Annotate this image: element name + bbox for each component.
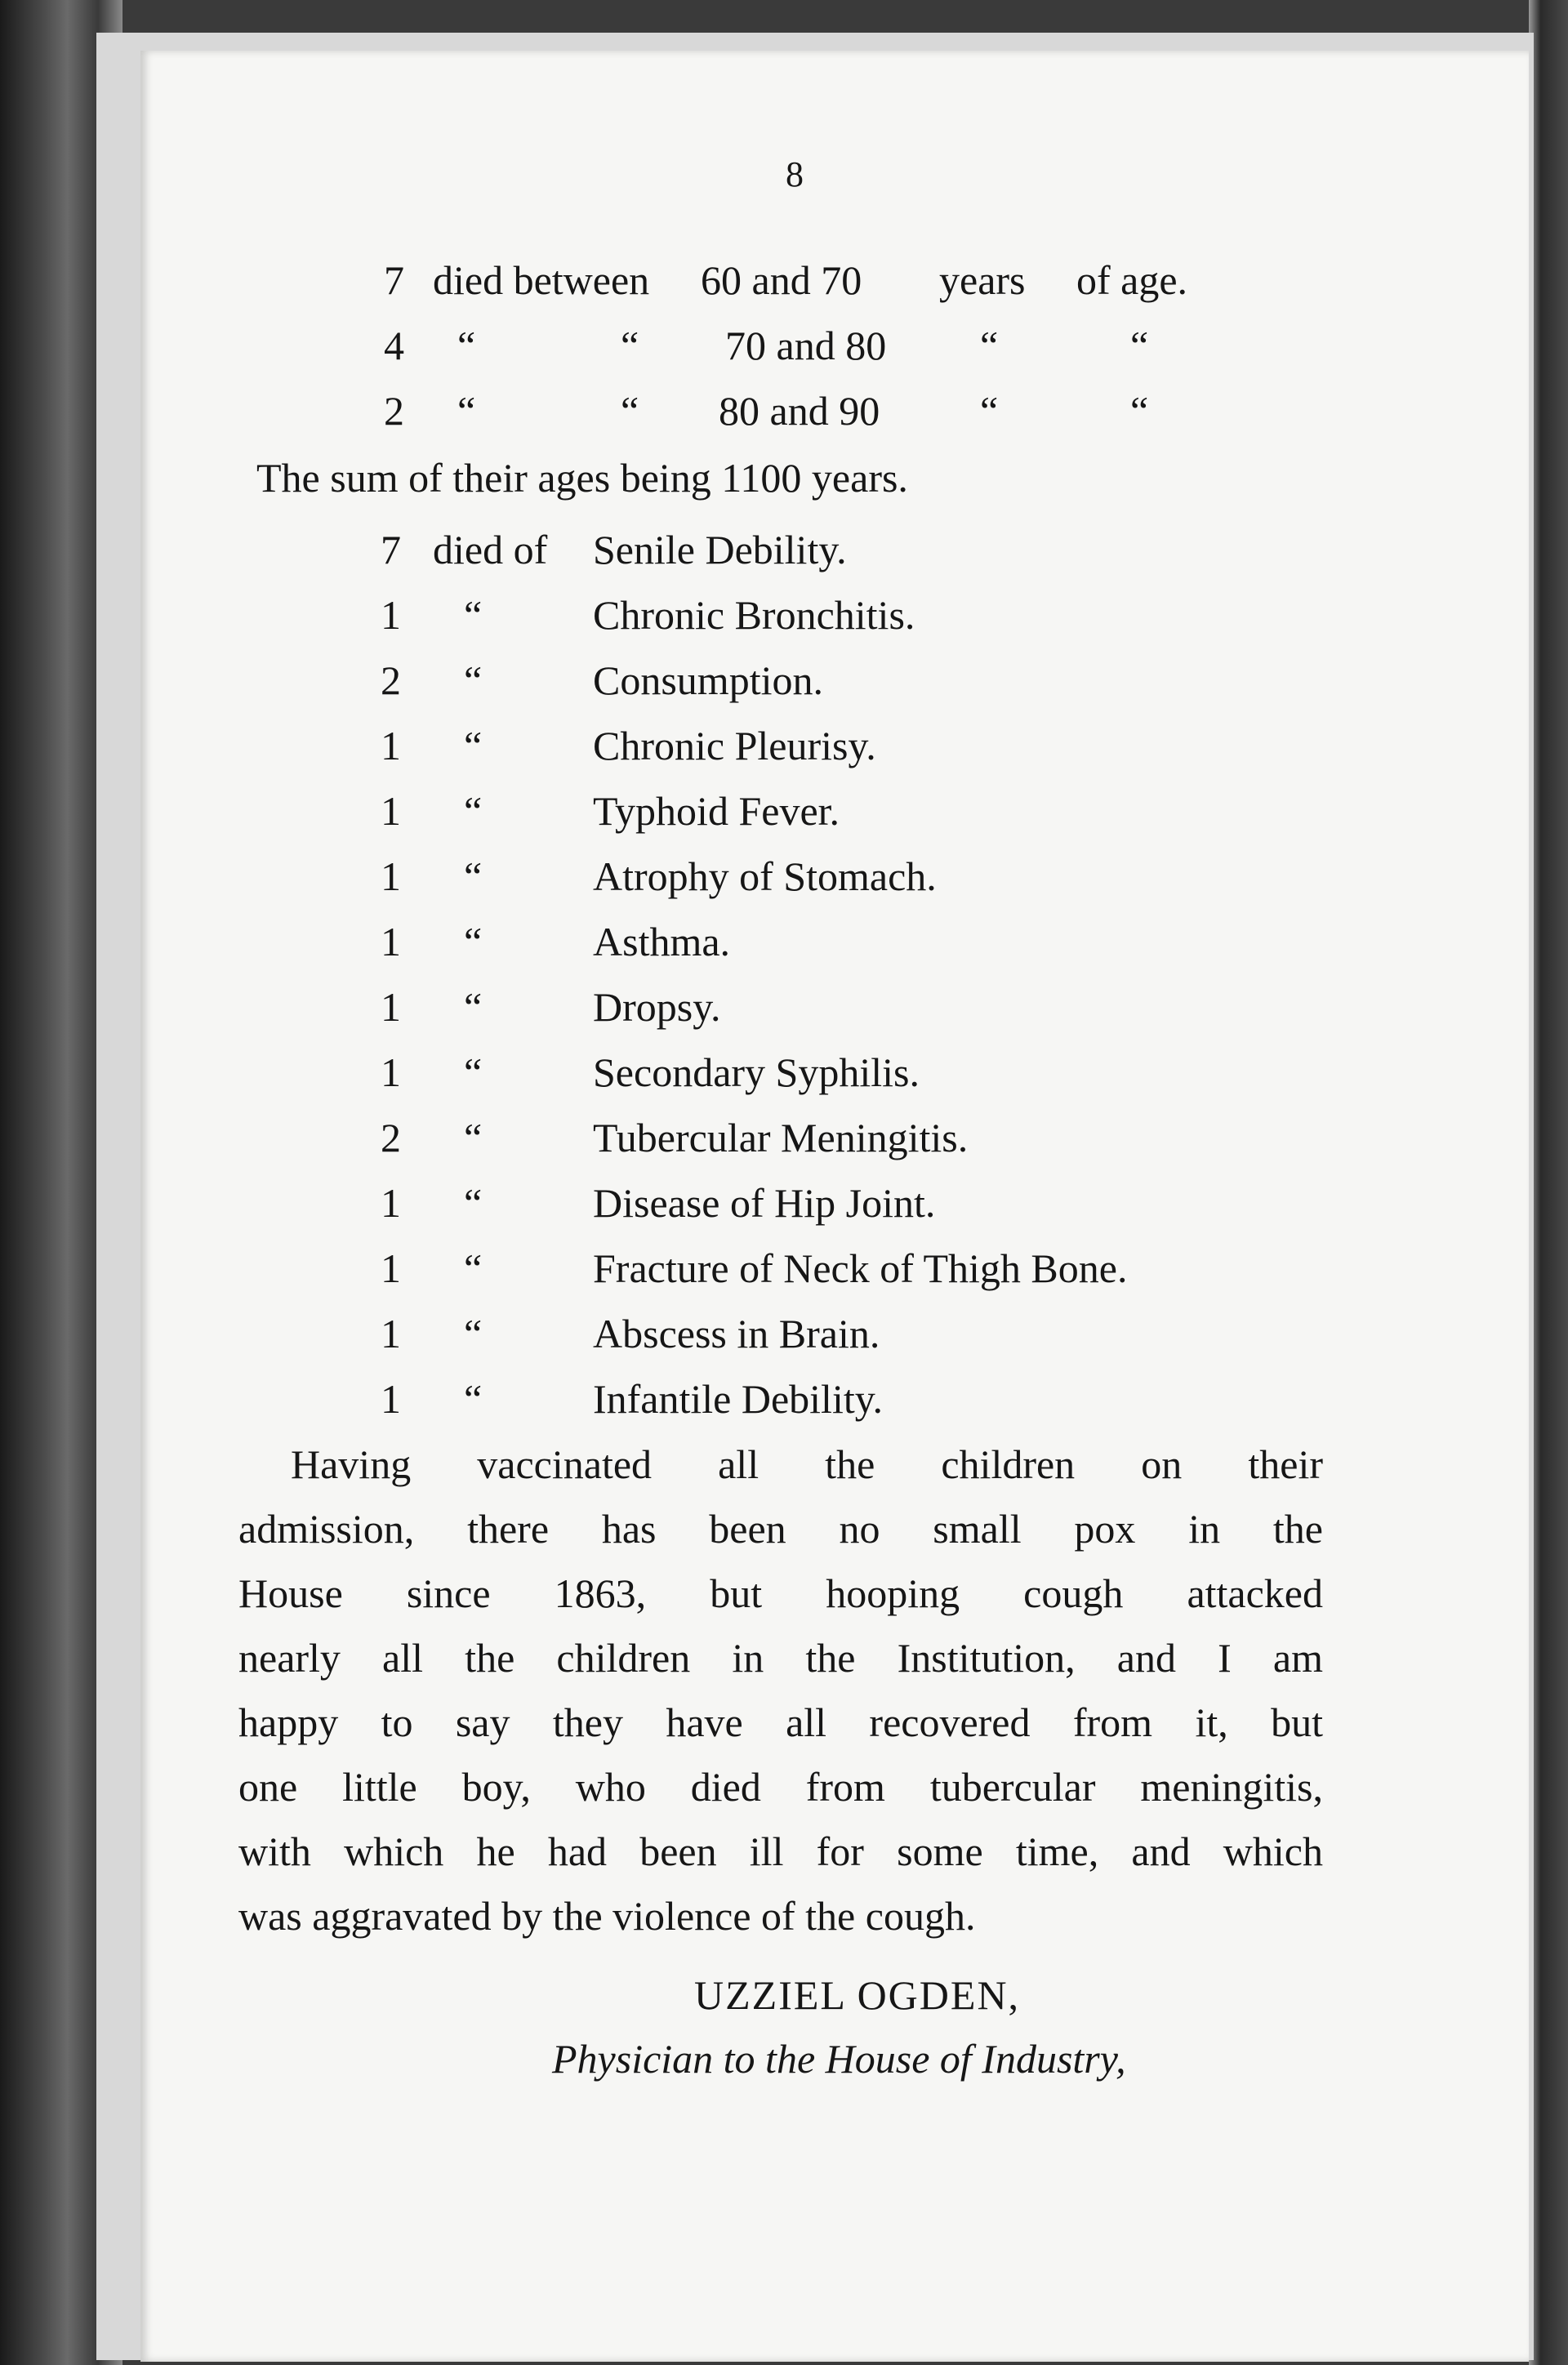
age-row-label: died between: [433, 257, 650, 303]
cause-name: Asthma.: [593, 919, 731, 964]
ditto-mark: “: [464, 723, 483, 768]
ditto-mark: “: [457, 388, 476, 434]
cause-count: 1: [381, 1376, 401, 1422]
cause-count: 1: [381, 853, 401, 899]
ditto-mark: “: [621, 323, 639, 368]
ditto-mark: “: [464, 1376, 483, 1422]
age-row-range: 80 and 90: [719, 388, 880, 434]
cause-count: 1: [381, 788, 401, 834]
cause-prefix: died of: [433, 527, 548, 572]
signature-title: Physician to the House of Industry,: [552, 2036, 1126, 2082]
cause-count: 2: [381, 657, 401, 703]
ditto-mark: “: [464, 657, 483, 703]
ditto-mark: “: [464, 1115, 483, 1160]
cause-count: 2: [381, 1115, 401, 1160]
ditto-mark: “: [621, 388, 639, 434]
paragraph-line: happy to say they have all recovered from it, but: [238, 1699, 1323, 1745]
cause-name: Chronic Bronchitis.: [593, 592, 915, 638]
signature-name: UZZIEL OGDEN,: [694, 1972, 1021, 2018]
cause-name: Abscess in Brain.: [593, 1311, 880, 1356]
ditto-mark: “: [457, 323, 476, 368]
paragraph-line: one little boy, who died from tubercular meningitis,: [238, 1764, 1323, 1810]
age-row-years: years: [939, 257, 1026, 303]
ditto-mark: “: [980, 323, 999, 368]
cause-count: 7: [381, 527, 401, 572]
cause-count: 1: [381, 592, 401, 638]
paragraph-line: with which he had been ill for some time, and which: [238, 1828, 1323, 1874]
cause-count: 1: [381, 984, 401, 1030]
cause-count: 1: [381, 723, 401, 768]
cause-name: Chronic Pleurisy.: [593, 723, 876, 768]
ditto-mark: “: [980, 388, 999, 434]
cause-count: 1: [381, 919, 401, 964]
paragraph-line: was aggravated by the violence of the cough.: [238, 1893, 976, 1939]
cause-name: Fracture of Neck of Thigh Bone.: [593, 1245, 1128, 1291]
cause-count: 1: [381, 1311, 401, 1356]
ditto-mark: “: [464, 1311, 483, 1356]
ditto-mark: “: [1130, 323, 1149, 368]
age-row-count: 4: [384, 323, 404, 368]
cause-name: Senile Debility.: [593, 527, 847, 572]
cause-name: Dropsy.: [593, 984, 721, 1030]
ditto-mark: “: [464, 853, 483, 899]
paragraph-line: Having vaccinated all the children on their: [291, 1441, 1323, 1487]
paragraph-line: admission, there has been no small pox in the: [238, 1506, 1323, 1552]
paragraph-line: House since 1863, but hooping cough attacked: [238, 1570, 1323, 1616]
age-row-range: 60 and 70: [701, 257, 862, 303]
age-sum-line: The sum of their ages being 1100 years.: [256, 455, 908, 501]
cause-name: Consumption.: [593, 657, 823, 703]
page-number: 8: [786, 154, 804, 194]
cause-name: Disease of Hip Joint.: [593, 1180, 936, 1226]
paragraph-line: nearly all the children in the Institution, and I am: [238, 1635, 1323, 1681]
ditto-mark: “: [464, 1245, 483, 1291]
age-row-count: 2: [384, 388, 404, 434]
cause-name: Atrophy of Stomach.: [593, 853, 937, 899]
cause-name: Tubercular Meningitis.: [593, 1115, 969, 1160]
ditto-mark: “: [1130, 388, 1149, 434]
ditto-mark: “: [464, 1180, 483, 1226]
ditto-mark: “: [464, 919, 483, 964]
cause-count: 1: [381, 1180, 401, 1226]
age-row-range: 70 and 80: [725, 323, 887, 368]
ditto-mark: “: [464, 984, 483, 1030]
ditto-mark: “: [464, 788, 483, 834]
book-edge: [1529, 0, 1568, 2365]
age-row-count: 7: [384, 257, 404, 303]
cause-name: Secondary Syphilis.: [593, 1049, 920, 1095]
cause-name: Typhoid Fever.: [593, 788, 840, 834]
age-row-suffix: of age.: [1076, 257, 1188, 303]
cause-count: 1: [381, 1049, 401, 1095]
ditto-mark: “: [464, 1049, 483, 1095]
ditto-mark: “: [464, 592, 483, 638]
cause-count: 1: [381, 1245, 401, 1291]
cause-name: Infantile Debility.: [593, 1376, 883, 1422]
